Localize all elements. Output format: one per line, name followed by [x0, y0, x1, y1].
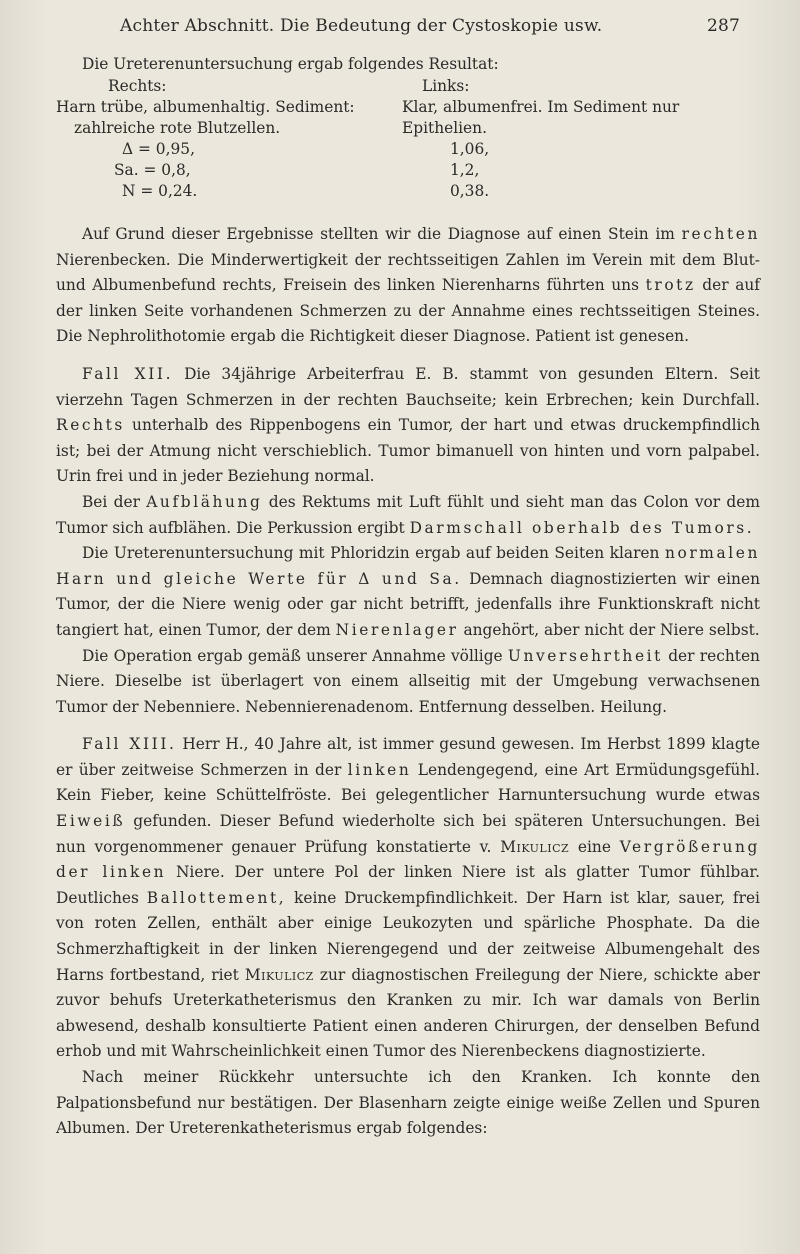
paragraph-return: Nach meiner Rückkehr untersuchte ich den Kranken. Ich konnte den Palpationsbefund nur bestätigen. Der Blasenharn zeigte einige weiße Zellen und Spuren Albumen. Der Ureterenkatheterismus ergab folgendes:	[56, 1068, 760, 1138]
result-row-n-right: N = 0,24.	[122, 182, 198, 200]
chapter-title: Achter Abschnitt. Die Bedeutung der Cystoskopie usw.	[120, 16, 603, 36]
result-row-delta-left: 1,06,	[450, 140, 490, 158]
paragraph-case-13: Fall XIII. Herr H., 40 Jahre alt, ist immer gesund gewesen. Im Herbst 1899 klagte er über zeitweise Schmerzen in der linken Lendengegend, eine Art Ermüdungsgefühl. Kein Fieber, keine Schüttelfröste. Bei gelegentlicher Harnuntersuchung wurde etwas Eiweiß gefunden. Dieser Befund wiederholte sich bei späteren Untersuchungen. Bei nun vorgenommener genauer Prüfung konstatierte v. Mikulicz eine Vergrößerung der linken Niere. Der untere Pol der linken Niere ist als glatter Tumor fühlbar. Deutliches Ballottement, keine Druckempfindlichkeit. Der Harn ist klar, sauer, frei von roten Zellen, enthält aber einige Leukozyten und spärliche Phosphate. Da die Schmerzhaftigkeit in der linken Nierengegend und der zeitweise Albumengehalt des Harns fortbestand, riet Mikulicz zur diagnostischen Freilegung der Niere, schickte aber zuvor behufs Ureterkatheterismus den Kranken zu mir. Ich war damals von Berlin abwesend, deshalb konsultierte Patient einen anderen Chirurgen, der denselben Befund erhob und mit Wahrscheinlichkeit einen Tumor des Nierenbeckens diagnostizierte.	[56, 735, 760, 1061]
intro-text: Die Ureterenuntersuchung ergab folgendes Resultat:	[82, 55, 499, 73]
result-row-delta-right: Δ = 0,95,	[122, 140, 195, 158]
left-side-label: Links:	[422, 77, 470, 95]
body-text	[56, 222, 760, 1142]
paragraph-operation: Die Operation ergab gemäß unserer Annahme völlige Unversehrtheit der rechten Niere. Dieselbe ist überlagert von einem allseitig mit der Umgebung verwachsenen Tumor der Nebenniere. Nebennierenadenom. Entfernung desselben. Heilung.	[56, 646, 760, 716]
right-finding-line1: Harn trübe, albumenhaltig. Sediment:	[56, 98, 355, 116]
right-finding-line2: zahlreiche rote Blutzellen.	[74, 119, 281, 137]
page-number: 287	[706, 16, 740, 36]
paragraph-inflation: Bei der Aufblähung des Rektums mit Luft fühlt und sieht man das Colon vor dem Tumor sich aufblähen. Die Perkussion ergibt Darmschall oberhalb des Tumors.	[56, 492, 760, 537]
right-side-label: Rechts:	[108, 77, 167, 95]
results-table	[56, 76, 760, 202]
paragraph-case-12: Fall XII. Die 34jährige Arbeiterfrau E. B. stammt von gesunden Eltern. Seit vierzehn Tagen Schmerzen in der rechten Bauchseite; kein Erbrechen; kein Durchfall. Rechts unterhalb des Rippenbogens ein Tumor, der hart und etwas druckempfindlich ist; bei der Atmung nicht verschieblich. Tumor bimanuell von hinten und vorn palpabel. Urin frei und in jeder Beziehung normal.	[56, 364, 760, 486]
left-finding-line1: Klar, albumenfrei. Im Sediment nur	[402, 98, 680, 116]
intro-line	[56, 52, 760, 78]
paragraph-ureter-exam: Die Ureterenuntersuchung mit Phloridzin ergab auf beiden Seiten klaren normalen Harn und gleiche Werte für Δ und Sa. Demnach diagnostizierten wir einen Tumor, der die Niere wenig oder gar nicht betrifft, jedenfalls ihre Funktionskraft nicht tangiert hat, einen Tumor, der dem Nierenlager angehört, aber nicht der Niere selbst.	[56, 544, 760, 639]
paragraph-diagnosis: Auf Grund dieser Ergebnisse stellten wir die Diagnose auf einen Stein im rechten Nierenbecken. Die Minderwertigkeit der rechtsseitigen Zahlen im Verein mit dem Blut- und Albumenbefund rechts, Freisein des linken Nierenharns führten uns trotz der auf der linken Seite vorhandenen Schmerzen zu der Annahme eines rechtsseitigen Steines. Die Nephrolithotomie ergab die Richtigkeit dieser Diagnose. Patient ist genesen.	[56, 225, 760, 346]
left-finding-line2: Epithelien.	[402, 119, 487, 137]
result-row-n-left: 0,38.	[450, 182, 490, 200]
result-row-sa-right: Sa. = 0,8,	[114, 161, 191, 179]
result-row-sa-left: 1,2,	[450, 161, 480, 179]
